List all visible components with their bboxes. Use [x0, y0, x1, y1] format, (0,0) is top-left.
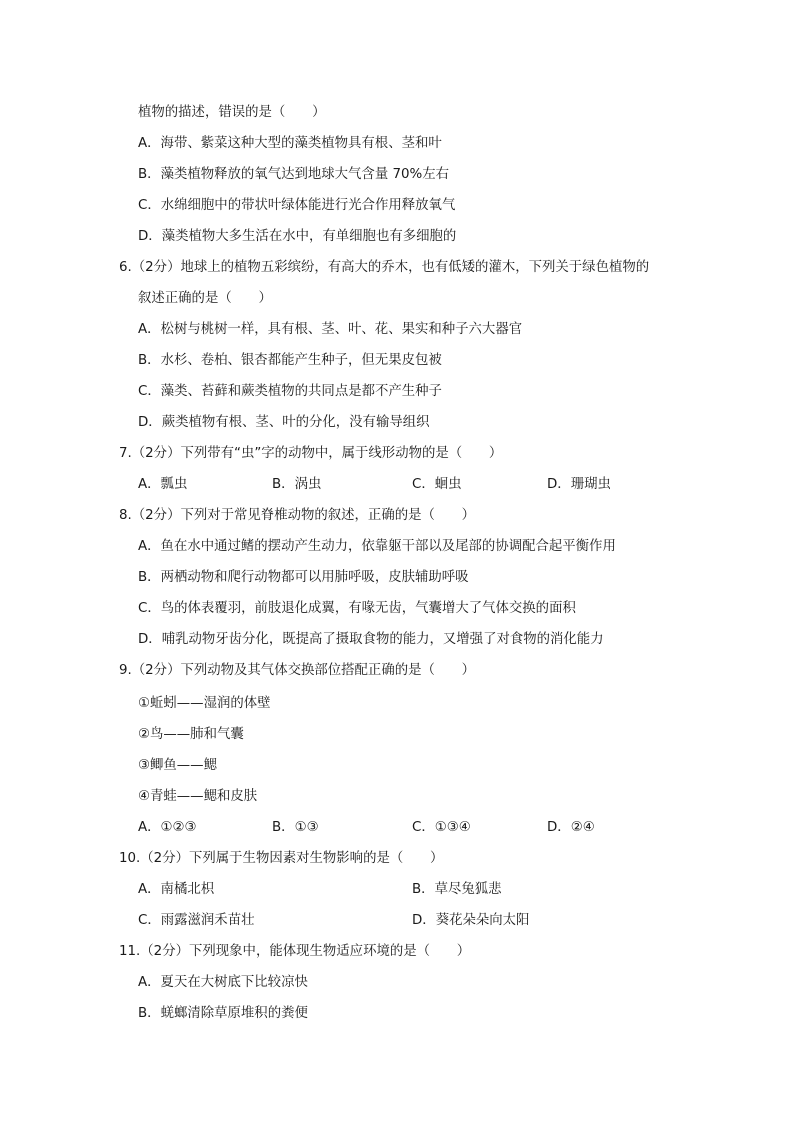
q6-option-d: D．蕨类植物有根、茎、叶的分化，没有输导组织: [138, 415, 430, 430]
q11-stem: 11.（2分）下列现象中，能体现生物适应环境的是（ ）: [119, 944, 471, 959]
q10-option-b: B．草尽兔狐悲: [412, 882, 502, 897]
q5-option-d: D．藻类植物大多生活在水中，有单细胞也有多细胞的: [138, 229, 457, 244]
q10-option-c: C．雨露滋润禾苗壮: [138, 913, 255, 928]
q10-stem: 10.（2分）下列属于生物因素对生物影响的是（ ）: [119, 851, 444, 866]
q6-option-a: A．松树与桃树一样，具有根、茎、叶、花、果实和种子六大器官: [138, 322, 523, 337]
q8-option-d: D．哺乳动物牙齿分化，既提高了摄取食物的能力，又增强了对食物的消化能力: [138, 632, 604, 647]
q9-option-a: A．①②③: [138, 820, 197, 835]
q10-option-a: A．南橘北枳: [138, 882, 215, 897]
q5-option-b: B．藻类植物释放的氧气达到地球大气含量 70%左右: [138, 167, 450, 182]
q9-item-1: ①蚯蚓——湿润的体壁: [138, 696, 271, 711]
q7-stem: 7.（2分）下列带有“虫”字的动物中，属于线形动物的是（ ）: [119, 446, 503, 461]
q8-stem: 8.（2分）下列对于常见脊椎动物的叙述，正确的是（ ）: [119, 508, 476, 523]
q9-item-3: ③鲫鱼——鳃: [138, 758, 217, 773]
q7-option-b: B．涡虫: [272, 477, 322, 492]
q6-option-b: B．水杉、卷柏、银杏都能产生种子，但无果皮包被: [138, 353, 442, 368]
q5-option-c: C．水绵细胞中的带状叶绿体能进行光合作用释放氧气: [138, 198, 456, 213]
q8-option-a: A．鱼在水中通过鳍的摆动产生动力，依靠躯干部以及尾部的协调配合起平衡作用: [138, 539, 616, 554]
q8-option-c: C．鸟的体表覆羽，前肢退化成翼，有喙无齿，气囊增大了气体交换的面积: [138, 601, 576, 616]
q7-option-a: A．瓢虫: [138, 477, 188, 492]
q8-option-b: B．两栖动物和爬行动物都可以用肺呼吸，皮肤辅助呼吸: [138, 570, 469, 585]
q6-stem: 6.（2分）地球上的植物五彩缤纷，有高大的乔木，也有低矮的灌木，下列关于绿色植物的: [119, 260, 650, 275]
q5-stem-continuation: 植物的描述，错误的是（ ）: [138, 105, 326, 120]
q5-option-a: A．海带、紫菜这种大型的藻类植物具有根、茎和叶: [138, 136, 442, 151]
q10-option-d: D．葵花朵朵向太阳: [412, 913, 530, 928]
q7-option-c: C．蛔虫: [412, 477, 462, 492]
q9-item-2: ②鸟——肺和气囊: [138, 727, 244, 742]
q9-item-4: ④青蛙——鳃和皮肤: [138, 789, 258, 804]
q9-stem: 9.（2分）下列动物及其气体交换部位搭配正确的是（ ）: [119, 663, 476, 678]
q6-option-c: C．藻类、苔藓和蕨类植物的共同点是都不产生种子: [138, 384, 442, 399]
q11-option-a: A．夏天在大树底下比较凉快: [138, 975, 308, 990]
q11-option-b: B．蜣螂清除草原堆积的粪便: [138, 1006, 308, 1021]
q9-option-d: D．②④: [547, 820, 595, 835]
q7-option-d: D．珊瑚虫: [547, 477, 611, 492]
q6-stem-continuation: 叙述正确的是（ ）: [138, 291, 272, 306]
q9-option-c: C．①③④: [412, 820, 471, 835]
q9-option-b: B．①③: [272, 820, 319, 835]
